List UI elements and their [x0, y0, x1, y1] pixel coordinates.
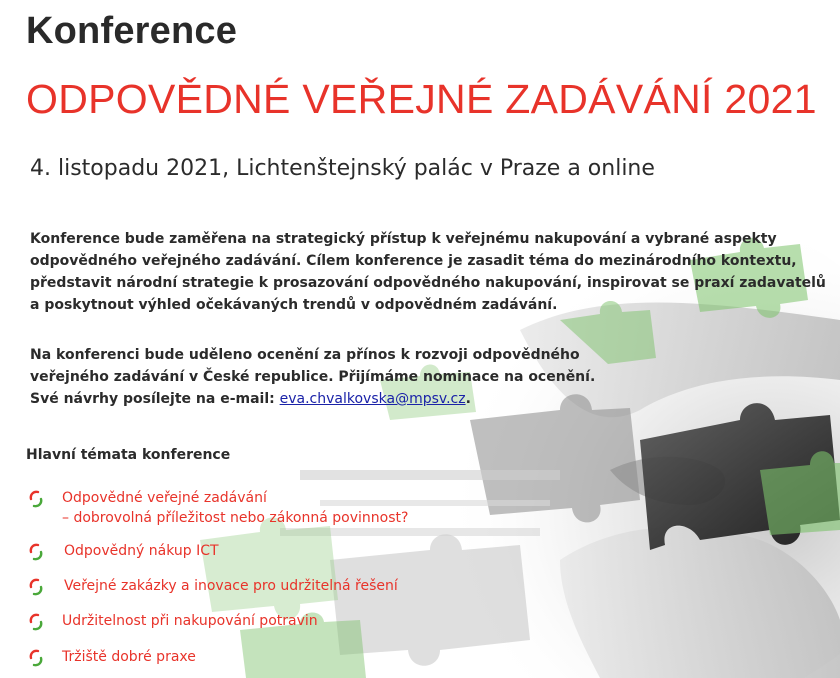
- recycle-arrows-icon: [28, 613, 44, 631]
- topic-title: Odpovědné veřejné zadávání: [62, 490, 267, 506]
- intro-line: Konference bude zaměřena na strategický přístup k veřejnému nakupování a vybrané aspekty: [30, 231, 777, 247]
- conference-kicker: Konference: [26, 10, 238, 52]
- intro-line: představit národní strategie k prosazování odpovědného nakupování, inspirovat se praxí zadavatelů: [30, 275, 826, 291]
- recycle-arrows-icon: [28, 649, 44, 667]
- topics-heading: Hlavní témata konference: [26, 447, 231, 463]
- topic-title: Veřejné zakázky a inovace pro udržitelná řešení: [64, 578, 398, 594]
- award-line: veřejného zadávání v České republice. Přijímáme nominace na ocenění.: [30, 369, 596, 385]
- email-prompt: Své návrhy posílejte na e-mail:: [30, 391, 280, 407]
- intro-paragraph: [30, 228, 826, 316]
- topic-text: [64, 541, 219, 561]
- topic-subtitle: – dobrovolná příležitost nebo zákonná povinnost?: [62, 510, 409, 526]
- email-link[interactable]: eva.chvalkovska@mpsv.cz: [279, 391, 466, 407]
- topic-title: Udržitelnost při nakupování potravin: [62, 613, 318, 629]
- email-period: .: [465, 391, 471, 407]
- recycle-arrows-icon: [28, 490, 44, 508]
- award-line-email: [30, 388, 630, 410]
- topic-text: [62, 611, 318, 631]
- topic-text: [62, 647, 196, 667]
- conference-title: ODPOVĚDNÉ VEŘEJNÉ ZADÁVÁNÍ 2021: [26, 76, 817, 122]
- award-paragraph: [30, 344, 630, 410]
- topic-title: Odpovědný nákup ICT: [64, 543, 219, 559]
- topic-text: [64, 576, 398, 596]
- recycle-arrows-icon: [28, 543, 44, 561]
- topic-title: Tržiště dobré praxe: [62, 649, 196, 665]
- date-and-venue: 4. listopadu 2021, Lichtenštejnský palác v Praze a online: [30, 156, 655, 181]
- intro-line: odpovědného veřejného zadávání. Cílem konference je zasadit téma do mezinárodního kontextu,: [30, 253, 797, 269]
- recycle-arrows-icon: [28, 578, 44, 596]
- intro-line: a poskytnout výhled očekávaných trendů v odpovědném zadávání.: [30, 297, 558, 313]
- topic-text: [62, 488, 408, 528]
- award-line: Na konferenci bude uděleno ocenění za přínos k rozvoji odpovědného: [30, 347, 580, 363]
